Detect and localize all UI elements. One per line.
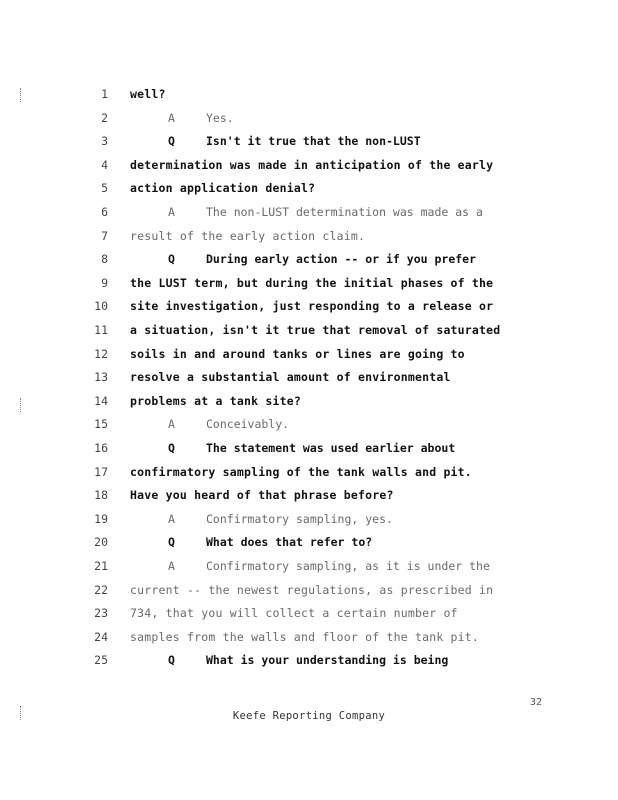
- transcript-line: [0, 342, 618, 366]
- line-text: the LUST term, but during the initial phases of the: [130, 275, 494, 290]
- line-text: Have you heard of that phrase before?: [130, 488, 394, 503]
- transcript-line: [0, 389, 618, 413]
- transcript-line: [0, 224, 618, 248]
- answer-marker: A: [168, 205, 175, 219]
- transcript-line: [0, 106, 618, 130]
- line-number: 5: [101, 181, 108, 196]
- line-text: Yes.: [206, 110, 234, 125]
- transcript-line: [0, 436, 618, 460]
- line-text: site investigation, just responding to a release or: [130, 299, 494, 314]
- line-text: a situation, isn't it true that removal of saturated: [130, 323, 501, 337]
- line-text: Confirmatory sampling, as it is under the: [206, 559, 490, 573]
- line-text: Confirmatory sampling, yes.: [206, 511, 393, 526]
- transcript-line: [0, 578, 618, 602]
- question-marker: Q: [168, 252, 175, 267]
- line-text: current -- the newest regulations, as prescribed in: [130, 582, 494, 597]
- question-marker: Q: [168, 535, 175, 550]
- transcript-line: [0, 460, 618, 484]
- line-number: 10: [94, 299, 108, 314]
- line-number: 3: [101, 134, 108, 149]
- transcript-line: [0, 530, 618, 554]
- question-marker: Q: [168, 653, 175, 668]
- answer-marker: A: [168, 417, 175, 432]
- line-number: 6: [101, 205, 108, 219]
- line-number: 8: [101, 252, 108, 267]
- transcript-line: [0, 648, 618, 672]
- line-text: The non-LUST determination was made as a: [206, 205, 483, 219]
- line-text: Isn't it true that the non-LUST: [206, 134, 421, 149]
- line-text: determination was made in anticipation of the early: [130, 157, 494, 172]
- line-number: 25: [94, 653, 108, 668]
- line-number: 20: [94, 535, 108, 550]
- line-number: 23: [94, 606, 108, 621]
- line-text: result of the early action claim.: [130, 228, 366, 243]
- question-marker: Q: [168, 441, 175, 455]
- line-number: 2: [101, 110, 108, 125]
- line-number: 13: [94, 370, 108, 385]
- transcript-line: [0, 82, 618, 106]
- transcript-line: [0, 365, 618, 389]
- line-number: 15: [94, 417, 108, 432]
- line-number: 1: [101, 87, 108, 101]
- transcript-line: [0, 554, 618, 578]
- line-text: well?: [130, 87, 166, 101]
- transcript-line: [0, 271, 618, 295]
- line-text: During early action -- or if you prefer: [206, 252, 477, 267]
- answer-marker: A: [168, 559, 175, 573]
- line-number: 12: [94, 346, 108, 361]
- line-number: 4: [101, 157, 108, 172]
- line-text: soils in and around tanks or lines are going to: [130, 346, 465, 361]
- line-text: What does that refer to?: [206, 535, 373, 550]
- transcript-line: [0, 601, 618, 625]
- transcript-line: [0, 129, 618, 153]
- transcript-line: [0, 412, 618, 436]
- transcript-line: [0, 318, 618, 342]
- line-text: confirmatory sampling of the tank walls and pit.: [130, 464, 472, 479]
- transcript-line: [0, 247, 618, 271]
- line-text: samples from the walls and floor of the tank pit.: [130, 629, 480, 644]
- line-number: 17: [94, 464, 108, 479]
- line-text: What is your understanding is being: [206, 653, 449, 668]
- line-text: The statement was used earlier about: [206, 441, 456, 455]
- line-number: 11: [94, 323, 108, 337]
- line-number: 14: [94, 393, 108, 408]
- line-text: resolve a substantial amount of environmental: [130, 370, 451, 385]
- line-text: problems at a tank site?: [130, 393, 301, 408]
- line-number: 16: [94, 441, 108, 455]
- footer-reporter: Keefe Reporting Company: [232, 710, 386, 722]
- answer-marker: A: [168, 511, 175, 526]
- line-number: 7: [101, 228, 108, 243]
- transcript-line: [0, 625, 618, 649]
- line-number: 22: [94, 582, 108, 597]
- transcript-line: [0, 294, 618, 318]
- transcript-line: [0, 483, 618, 507]
- line-number: 18: [94, 488, 108, 503]
- answer-marker: A: [168, 110, 175, 125]
- line-text: action application denial?: [130, 181, 316, 196]
- line-text: 734, that you will collect a certain number of: [130, 606, 458, 621]
- transcript-line: [0, 176, 618, 200]
- page-number: 32: [530, 697, 543, 708]
- question-marker: Q: [168, 134, 175, 149]
- transcript-line: [0, 200, 618, 224]
- line-number: 24: [94, 629, 108, 644]
- line-text: Conceivably.: [206, 417, 290, 432]
- transcript-line: [0, 507, 618, 531]
- line-number: 19: [94, 511, 108, 526]
- line-number: 21: [94, 559, 108, 573]
- line-number: 9: [101, 275, 108, 290]
- transcript-line: [0, 153, 618, 177]
